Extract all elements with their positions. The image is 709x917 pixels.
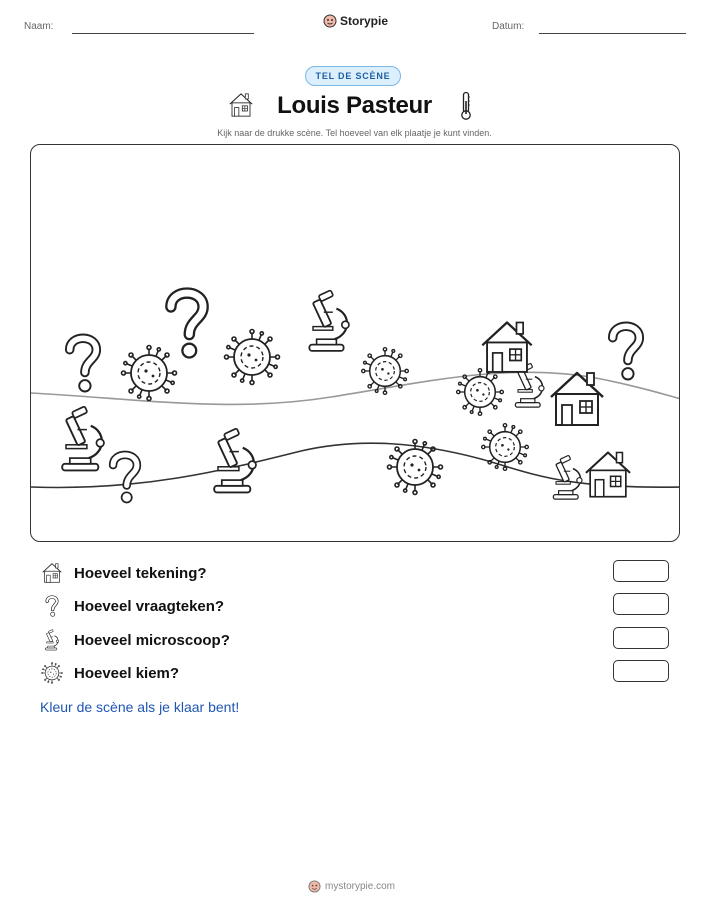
house-icon bbox=[40, 562, 64, 584]
scene-germ-4 bbox=[457, 369, 504, 416]
scene-germ-6 bbox=[388, 440, 443, 495]
date-line[interactable] bbox=[539, 33, 686, 34]
storypie-mascot-icon bbox=[323, 14, 337, 28]
coloring-note: Kleur de scène als je klaar bent! bbox=[40, 699, 240, 715]
scene-germ-5 bbox=[482, 424, 529, 471]
scene-house-3 bbox=[586, 453, 630, 497]
name-label: Naam: bbox=[24, 21, 54, 32]
question-mark-icon bbox=[40, 595, 64, 617]
question-label: Hoeveel vraagteken? bbox=[74, 597, 225, 615]
page-title: Louis Pasteur bbox=[277, 92, 432, 119]
scene-germ-2 bbox=[225, 330, 280, 385]
question-label: Hoeveel kiem? bbox=[74, 664, 180, 682]
footer-url[interactable]: mystorypie.com bbox=[325, 881, 396, 892]
answer-box-microscopes[interactable] bbox=[613, 627, 669, 649]
house-icon bbox=[228, 93, 254, 117]
microscope-icon bbox=[40, 629, 64, 651]
date-label: Datum: bbox=[492, 21, 525, 32]
germ-icon bbox=[40, 662, 64, 684]
scene-question-mark-3 bbox=[613, 326, 640, 379]
scene-microscope-2 bbox=[62, 406, 104, 470]
question-label: Hoeveel microscoop? bbox=[74, 631, 230, 649]
scene-germ-3 bbox=[362, 348, 409, 395]
counting-scene bbox=[30, 144, 680, 542]
scene-germ-1 bbox=[122, 346, 177, 401]
worksheet-type-badge: TEL DE SCÈNE bbox=[305, 66, 401, 86]
answer-box-question-marks[interactable] bbox=[613, 593, 669, 615]
brand-logo bbox=[323, 14, 388, 28]
question-label: Hoeveel tekening? bbox=[74, 564, 207, 582]
scene-question-mark-1 bbox=[70, 338, 97, 391]
thermometer-icon bbox=[459, 91, 473, 121]
scene-question-mark-2 bbox=[171, 293, 203, 357]
question-row bbox=[40, 629, 230, 651]
question-row bbox=[40, 562, 207, 584]
scene-microscope-1 bbox=[309, 290, 349, 351]
footer bbox=[308, 880, 395, 893]
scene-question-mark-4 bbox=[113, 455, 137, 503]
scene-microscope-5 bbox=[553, 455, 582, 499]
scene-microscope-3 bbox=[214, 428, 256, 492]
scene-house-1 bbox=[482, 323, 531, 372]
answer-box-drawings[interactable] bbox=[613, 560, 669, 582]
question-row bbox=[40, 662, 179, 684]
instructions: Kijk naar de drukke scène. Tel hoeveel van elk plaatje je kunt vinden. bbox=[217, 128, 492, 138]
name-line[interactable] bbox=[72, 33, 254, 34]
question-row bbox=[40, 595, 224, 617]
storypie-mascot-icon bbox=[308, 880, 321, 893]
answer-box-germs[interactable] bbox=[613, 660, 669, 682]
scene-house-2 bbox=[551, 373, 603, 425]
brand-name: Storypie bbox=[340, 14, 389, 28]
